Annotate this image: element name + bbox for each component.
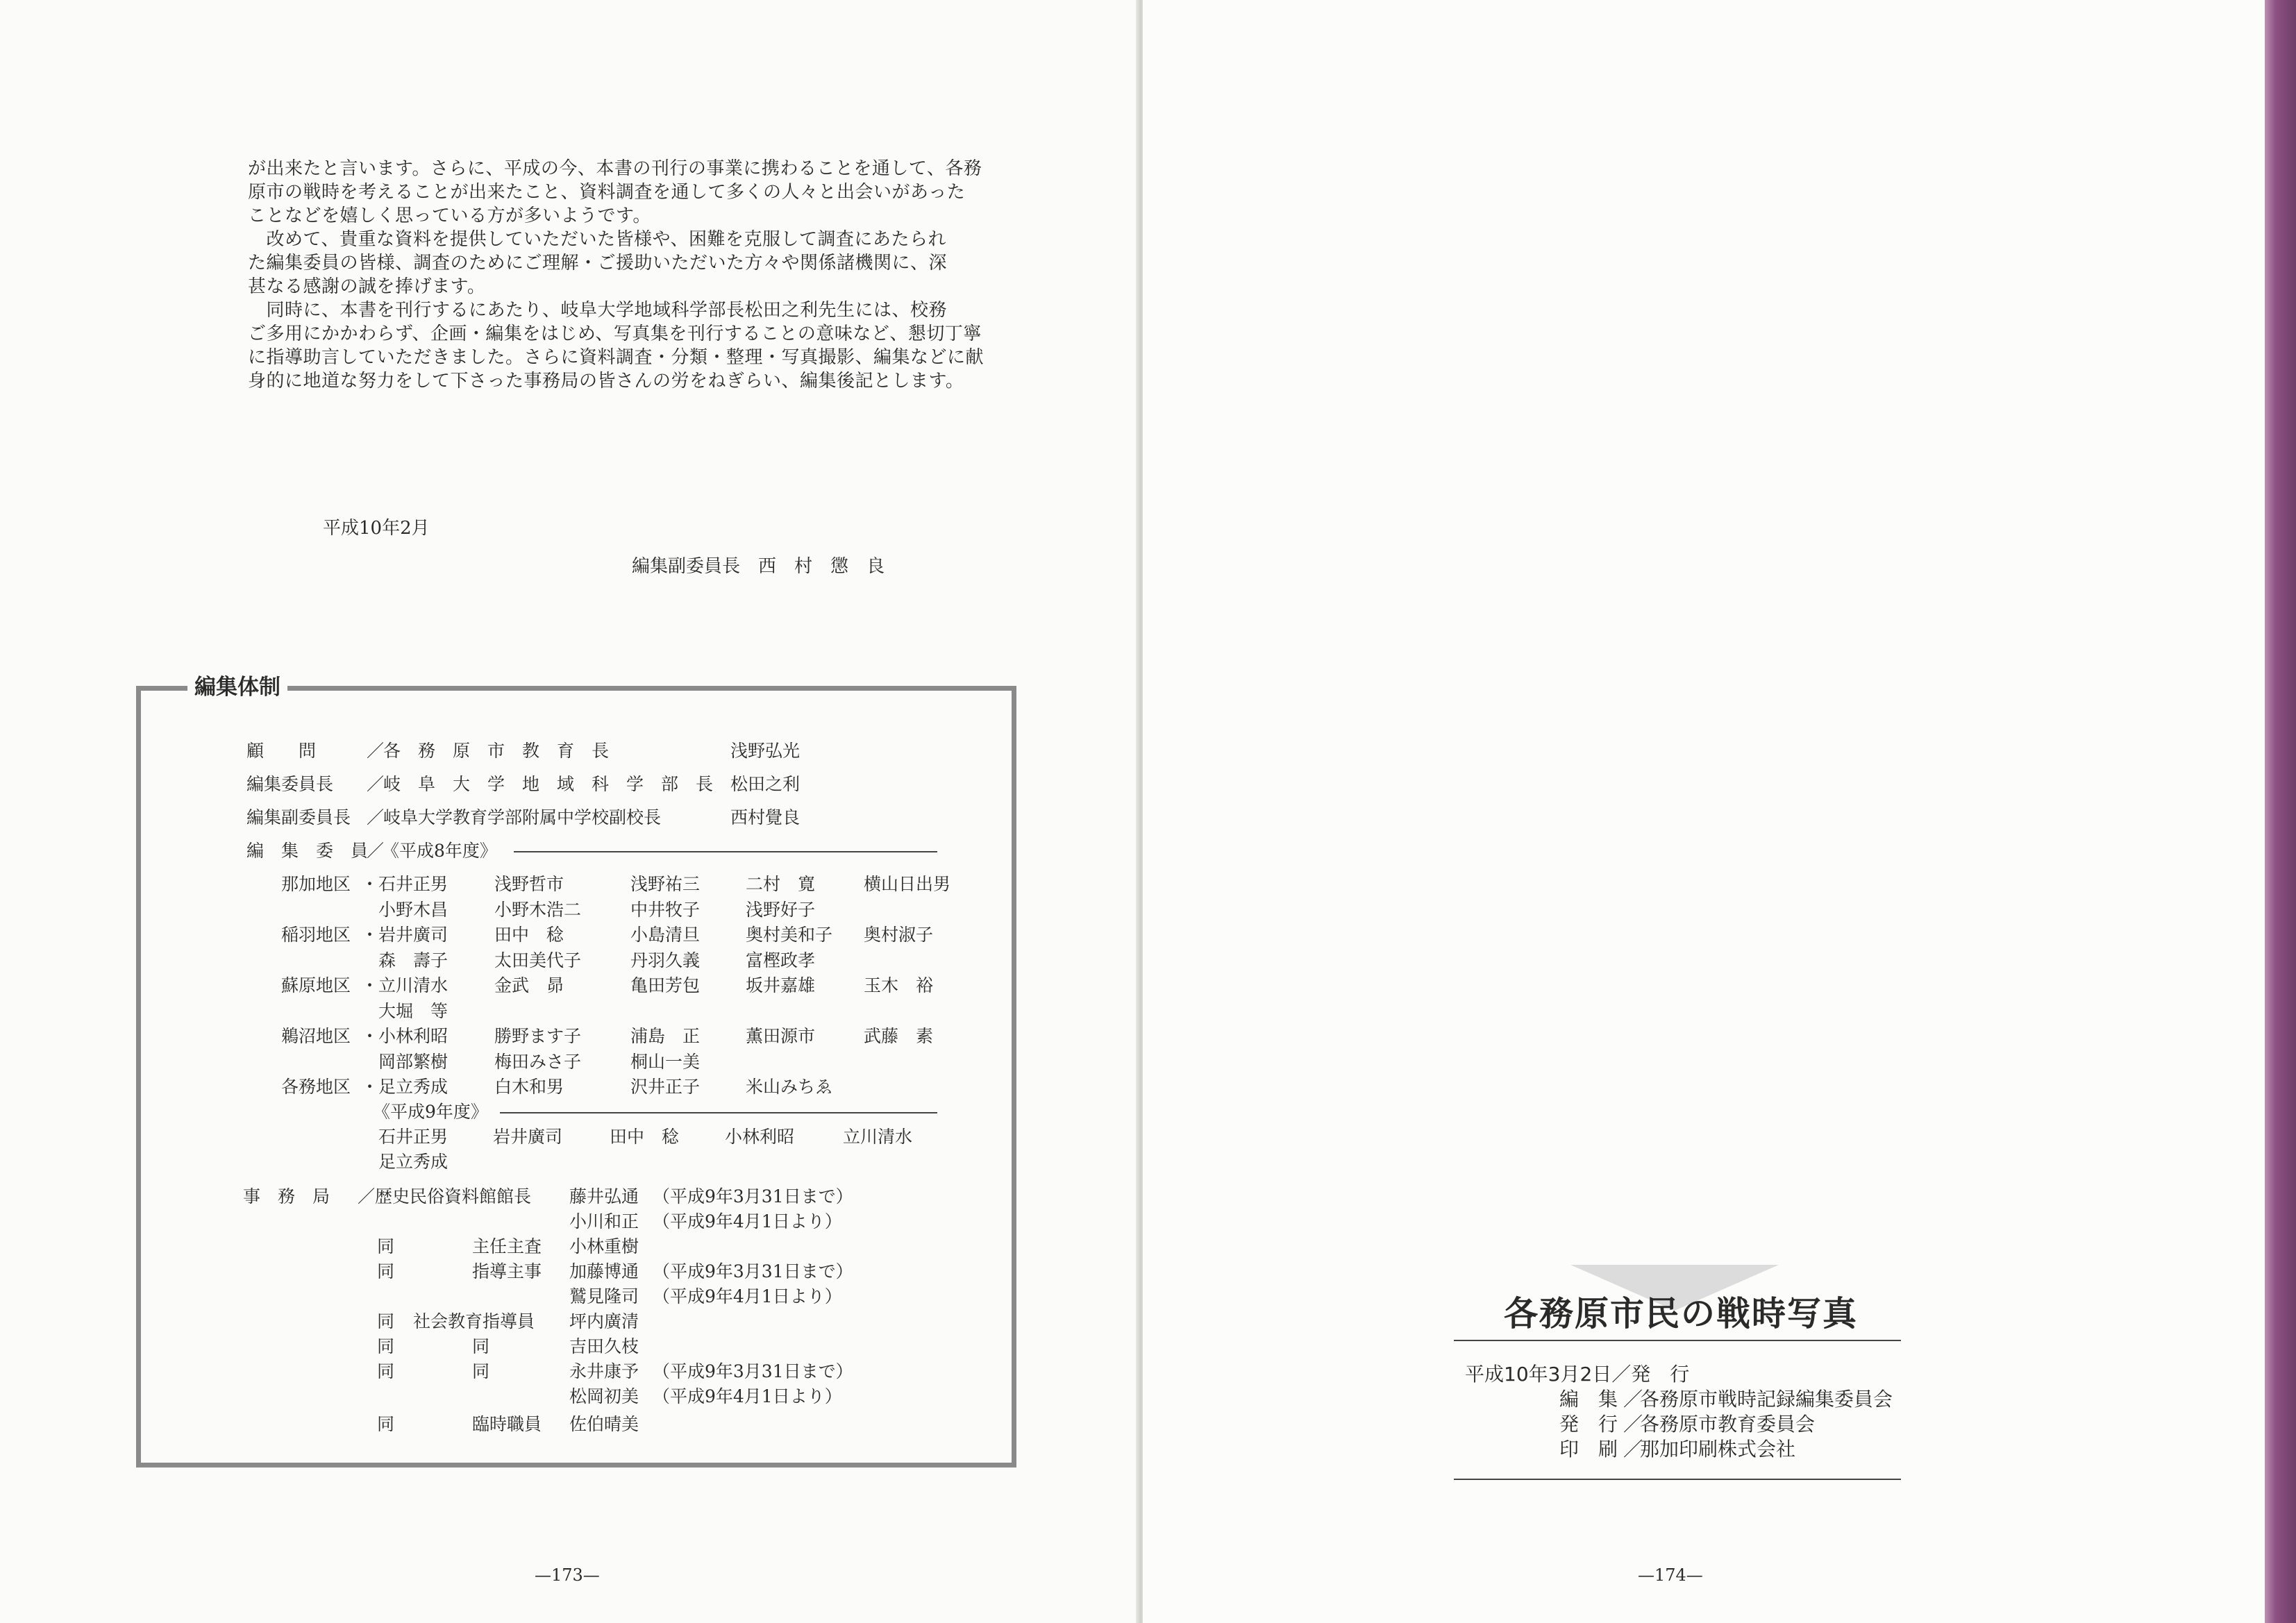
colophon-top-rule (1454, 1340, 1901, 1341)
district-name: 那加地区 (281, 874, 351, 894)
year8-label: 《平成8年度》 (382, 841, 497, 861)
secretariat-name: 鷲見隆司 (569, 1286, 639, 1306)
body-line: に指導助言していただきました。さらに資料調査・分類・整理・写真撮影、編集などに献 (248, 347, 984, 368)
member-name: 桐山一美 (630, 1051, 701, 1072)
secretariat-title: 同 (472, 1336, 490, 1356)
colophon-label: 印 刷 (1559, 1438, 1618, 1461)
colophon-separator: ／ (1623, 1388, 1643, 1411)
member-name: 浅野祐三 (630, 874, 701, 894)
member-name: 丹羽久義 (630, 950, 701, 970)
member-name: 小野木昌 (378, 899, 449, 920)
district-name: 鵜沼地区 (281, 1026, 351, 1046)
vice-chair-role: 編集副委員長 (246, 807, 351, 827)
member-name: 小林利昭 (725, 1127, 795, 1147)
member-name: 立川清水 (843, 1127, 913, 1147)
left-page: が出来たと言います。さらに、平成の今、本書の刊行の事業に携わることを通して、各務 原市の戦時を考えることが出来たこと、資料調査を通して多くの人々と出会いがあった ことなどを嬉しく思っている方が多いようです。 改めて、貴重な資料を提供していただいた皆様や、困難を克服して調査にあたられ た編集委員の皆様、調査のためにご理解・ご援助いただいた方々や関係諸機関に、深 甚なる感謝の誠を捧げます。 同時に、本書を刊行するにあたり、岐阜大学地域科学部長松田之利先生には、校務 ご多用にかかわらず、企画・編集をはじめ、写真集を刊行することの意味など、懇切丁寧 に指導助言していただきました。さらに資料調査・分類・整理・写真撮影、編集などに献 身的に地道な努力をして下さった事務局の皆さんの労をねぎらい、編集後記とします。 平成10年2月 編集副委員長 西 村 懲 良 編集体制 顧 問 ／ 各 務 原 市 教 育 長 浅野弘光 編集委員長 ／ 岐 阜 大 学 地 域 科 学 部 長 松田之利 編集副委員長 ／ 岐阜大学教育学部附属中学校副校長 西村覺良 編 集 委 員 ／ 《平成8年度》 那加地区 ・ 石井正男 浅野哲市 浅野祐三 二村 寛 横山日出男 小野木昌 小野木浩二 中井牧子 浅野好子 稲羽地区 ・ 岩井廣司 田中 稔 小島清旦 奥村美和子 奥村淑子 森 壽子 太田美代子 丹羽久義 富樫政孝 蘇原地区 ・ 立川清水 金武 昴 亀田芳包 坂井嘉雄 玉木 裕 大堀 等 鵜沼地区 ・ 小林利昭 勝野ます子 浦島 正 薫田源市 武藤 素 岡部繁樹 梅田みさ子 桐山一美 各務地区 ・ 足立秀成 白木和男 沢井正子 米山みちゑ 《平成9年度》 石井正男 岩井廣司 田中 稔 小林利昭 立川清水 足立秀成 事 務 局 ／ 歴史民俗資料館館長 藤井弘通 （平成9年3月31日まで） 小川和正 （平成9年4月1日より） 同 主任主査 小林重樹 同 指導主事 加藤博通 （平成9年3月31日まで） 鷲見隆司 （平成9年4月1日より） 同 社会教育指導員 坪内廣清 同 同 吉田久枝 同 同 永井康予 （平成9年3月31日まで） 松岡初美 （平成9年4月1日より） 同 臨時職員 佐伯晴美 —173— (0, 0, 1139, 1623)
member-name: 浅野好子 (746, 899, 816, 920)
member-name: 石井正男 (378, 874, 449, 894)
year9-rule (500, 1112, 937, 1113)
afterword-date: 平成10年2月 (323, 518, 430, 539)
district-separator: ・ (361, 874, 379, 894)
member-name: 岩井廣司 (493, 1127, 563, 1147)
member-name: 奥村美和子 (746, 925, 833, 945)
district-separator: ・ (361, 1026, 379, 1046)
member-name: 亀田芳包 (630, 975, 701, 995)
right-page (1143, 0, 2265, 1623)
member-name: 白木和男 (494, 1077, 564, 1097)
members-label: 編 集 委 員 (246, 841, 369, 861)
book-cover-edge (2262, 0, 2296, 1623)
member-name: 薫田源市 (746, 1026, 816, 1046)
member-name: 大堀 等 (378, 1000, 449, 1021)
body-line: 身的に地道な努力をして下さった事務局の皆さんの労をねぎらい、編集後記とします。 (248, 371, 964, 392)
member-name: 奥村淑子 (864, 925, 934, 945)
advisor-name: 浅野弘光 (730, 741, 801, 761)
body-line: が出来たと言います。さらに、平成の今、本書の刊行の事業に携わることを通して、各務 (248, 158, 982, 179)
secretariat-name: 藤井弘通 (569, 1186, 639, 1206)
body-line: 改めて、貴重な資料を提供していただいた皆様や、困難を克服して調査にあたられ (248, 229, 946, 250)
member-name: 中井牧子 (630, 899, 701, 920)
member-name: 小野木浩二 (494, 899, 582, 920)
secretariat-prefix: 同 (377, 1361, 395, 1381)
member-name: 武藤 素 (864, 1026, 934, 1046)
colophon-value: 各務原市教育委員会 (1640, 1413, 1816, 1436)
member-name: 浅野哲市 (494, 874, 564, 894)
advisor-role: 顧 問 (246, 741, 317, 761)
member-name: 小林利昭 (378, 1026, 449, 1046)
member-name: 浦島 正 (630, 1026, 701, 1046)
secretariat-name: 坪内廣清 (569, 1311, 639, 1331)
secretariat-title: 歴史民俗資料館館長 (375, 1186, 532, 1206)
member-name: 米山みちゑ (746, 1077, 833, 1097)
secretariat-note: （平成9年3月31日まで） (653, 1186, 853, 1206)
secretariat-prefix: 同 (377, 1414, 395, 1434)
publish-date: 平成10年3月2日／発 行 (1465, 1363, 1690, 1386)
colophon-label: 発 行 (1559, 1413, 1618, 1436)
member-name: 玉木 裕 (864, 975, 934, 995)
secretariat-name: 佐伯晴美 (569, 1414, 639, 1434)
body-line: 同時に、本書を刊行するにあたり、岐阜大学地域科学部長松田之利先生には、校務 (248, 300, 948, 321)
member-name: 坂井嘉雄 (746, 975, 816, 995)
secretariat-name: 小川和正 (569, 1211, 639, 1231)
colophon-label: 編 集 (1559, 1388, 1618, 1411)
vice-chair-name: 西村覺良 (730, 807, 801, 827)
member-name: 富樫政孝 (746, 950, 816, 970)
page-number-left: —173— (535, 1565, 600, 1585)
member-name: 二村 寛 (746, 874, 816, 894)
colophon-value: 各務原市戦時記録編集委員会 (1640, 1388, 1893, 1411)
colophon-separator: ／ (1623, 1438, 1643, 1461)
chair-org: 岐 阜 大 学 地 域 科 学 部 長 (383, 774, 714, 794)
member-name: 横山日出男 (864, 874, 951, 894)
secretariat-prefix: 同 (377, 1261, 395, 1281)
secretariat-note: （平成9年4月1日より） (653, 1386, 842, 1406)
body-line: た編集委員の皆様、調査のためにご理解・ご援助いただいた方々や関係諸機関に、深 (248, 253, 948, 274)
advisor-org: 各 務 原 市 教 育 長 (383, 741, 610, 761)
year8-rule (514, 851, 937, 852)
secretariat-name: 永井康予 (569, 1361, 639, 1381)
secretariat-name: 吉田久枝 (569, 1336, 639, 1356)
secretariat-title: 指導主事 (472, 1261, 542, 1281)
vice-chair-org: 岐阜大学教育学部附属中学校副校長 (383, 807, 662, 827)
afterword-signature: 編集副委員長 西 村 懲 良 (632, 556, 885, 577)
body-line: ことなどを嬉しく思っている方が多いようです。 (248, 205, 651, 226)
colophon-bottom-rule (1454, 1479, 1901, 1480)
member-name: 沢井正子 (630, 1077, 701, 1097)
member-name: 岡部繁樹 (378, 1051, 449, 1072)
secretariat-note: （平成9年4月1日より） (653, 1211, 842, 1231)
secretariat-title: 主任主査 (472, 1236, 542, 1256)
body-line: ご多用にかかわらず、企画・編集をはじめ、写真集を刊行することの意味など、懇切丁寧 (248, 323, 982, 344)
member-name: 田中 稔 (494, 925, 564, 945)
secretariat-name: 加藤博通 (569, 1261, 639, 1281)
secretariat-prefix: 同 (377, 1336, 395, 1356)
book-title: 各務原市民の戦時写真 (1504, 1294, 1859, 1334)
member-name: 足立秀成 (378, 1077, 449, 1097)
district-name: 各務地区 (281, 1077, 351, 1097)
member-name: 足立秀成 (378, 1152, 449, 1172)
secretariat-note: （平成9年3月31日まで） (653, 1361, 853, 1381)
colophon-separator: ／ (1623, 1413, 1643, 1436)
secretariat-prefix: 同 (377, 1236, 395, 1256)
editorial-staff-title: 編集体制 (187, 669, 287, 700)
body-line: 甚なる感謝の誠を捧げます。 (248, 276, 486, 297)
year9-label: 《平成9年度》 (373, 1102, 488, 1122)
district-separator: ・ (361, 925, 379, 945)
colophon-value: 那加印刷株式会社 (1640, 1438, 1796, 1461)
member-name: 田中 稔 (610, 1127, 680, 1147)
secretariat-label: 事 務 局 (243, 1186, 330, 1206)
district-separator: ・ (361, 1077, 379, 1097)
page-number-right: —174— (1638, 1565, 1703, 1585)
secretariat-title: 臨時職員 (472, 1414, 542, 1434)
district-name: 稲羽地区 (281, 925, 351, 945)
member-name: 金武 昴 (494, 975, 564, 995)
member-name: 森 壽子 (378, 950, 449, 970)
secretariat-note: （平成9年3月31日まで） (653, 1261, 853, 1281)
member-name: 立川清水 (378, 975, 449, 995)
secretariat-title: 同 (472, 1361, 490, 1381)
body-line: 原市の戦時を考えることが出来たこと、資料調査を通して多くの人々と出会いがあった (248, 182, 966, 203)
member-name: 小島清旦 (630, 925, 701, 945)
member-name: 太田美代子 (494, 950, 582, 970)
member-name: 岩井廣司 (378, 925, 449, 945)
secretariat-title: 社会教育指導員 (413, 1311, 535, 1331)
member-name: 石井正男 (378, 1127, 449, 1147)
secretariat-name: 松岡初美 (569, 1386, 639, 1406)
member-name: 梅田みさ子 (494, 1051, 582, 1072)
secretariat-prefix: 同 (377, 1311, 395, 1331)
secretariat-name: 小林重樹 (569, 1236, 639, 1256)
district-name: 蘇原地区 (281, 975, 351, 995)
member-name: 勝野ます子 (494, 1026, 582, 1046)
district-separator: ・ (361, 975, 379, 995)
chair-role: 編集委員長 (246, 774, 334, 794)
secretariat-note: （平成9年4月1日より） (653, 1286, 842, 1306)
chair-name: 松田之利 (730, 774, 801, 794)
